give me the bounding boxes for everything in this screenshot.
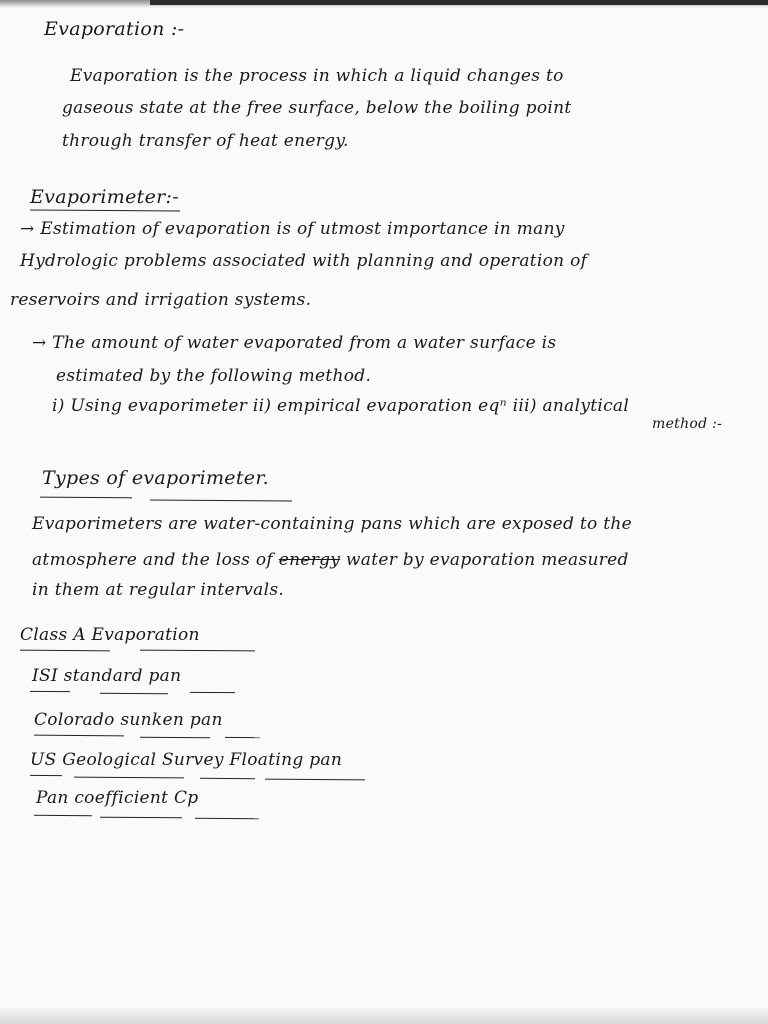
types-list-item: ISI standard pan [32,666,182,686]
definition-line-3: through transfer of heat energy. [62,131,349,151]
page-top-edge [150,0,768,5]
types-list-item: Colorado sunken pan [34,710,223,730]
types-list-underline [34,735,124,737]
types-list-underline [225,737,260,739]
types-list-underline [140,650,255,652]
types-list-underline [34,815,92,817]
types-list-underline [30,691,70,693]
definition-line-1: Evaporation is the process in which a liquid changes to [70,66,564,86]
types-desc-line-3: in them at regular intervals. [32,580,285,600]
point-2-line-1: → The amount of water evaporated from a water surface is [32,333,557,353]
heading-evaporimeter: Evaporimeter:- [30,186,179,208]
definition-line-2: gaseous state at the free surface, below the boiling point [62,98,572,118]
types-list-underline [190,692,235,694]
heading-types-underline-1 [40,497,132,499]
point-2-methods: i) Using evaporimeter ii) empirical evaporation eqⁿ iii) analytical [52,396,630,416]
types-list-underline [140,737,210,739]
types-list-underline [30,775,62,777]
heading-types: Types of evaporimeter. [42,467,269,489]
heading-evaporimeter-underline [30,209,180,211]
point-2-methods-cont: method :- [652,416,723,432]
page-bottom-shadow [0,1006,768,1024]
types-list-item: Pan coefficient Cp [36,788,199,808]
types-list-underline [195,818,259,820]
types-desc-struck-word: energy [278,550,341,570]
types-list-underline [200,778,255,780]
types-desc-line-1: Evaporimeters are water-containing pans which are exposed to the [32,514,633,534]
types-desc-line-2-a: atmosphere and the loss of [32,550,273,570]
types-list-underline [100,817,182,819]
heading-evaporation: Evaporation :- [44,18,185,40]
types-list-underline [265,779,365,781]
point-1-line-2: Hydrologic problems associated with planning and operation of [20,251,588,271]
types-desc-line-2 [32,552,629,569]
types-list-underline [20,650,110,652]
types-list-underline [74,777,184,779]
point-1-line-3: reservoirs and irrigation systems. [10,290,312,310]
point-2-line-2: estimated by the following method. [56,366,372,386]
types-desc-line-2-b: water by evaporation measured [345,550,629,570]
types-list-underline [100,693,168,695]
types-list-item: US Geological Survey Floating pan [30,750,343,770]
types-list-item: Class A Evaporation [20,625,200,645]
heading-types-underline-2 [150,500,292,502]
point-1-line-1: → Estimation of evaporation is of utmost importance in many [20,219,565,239]
